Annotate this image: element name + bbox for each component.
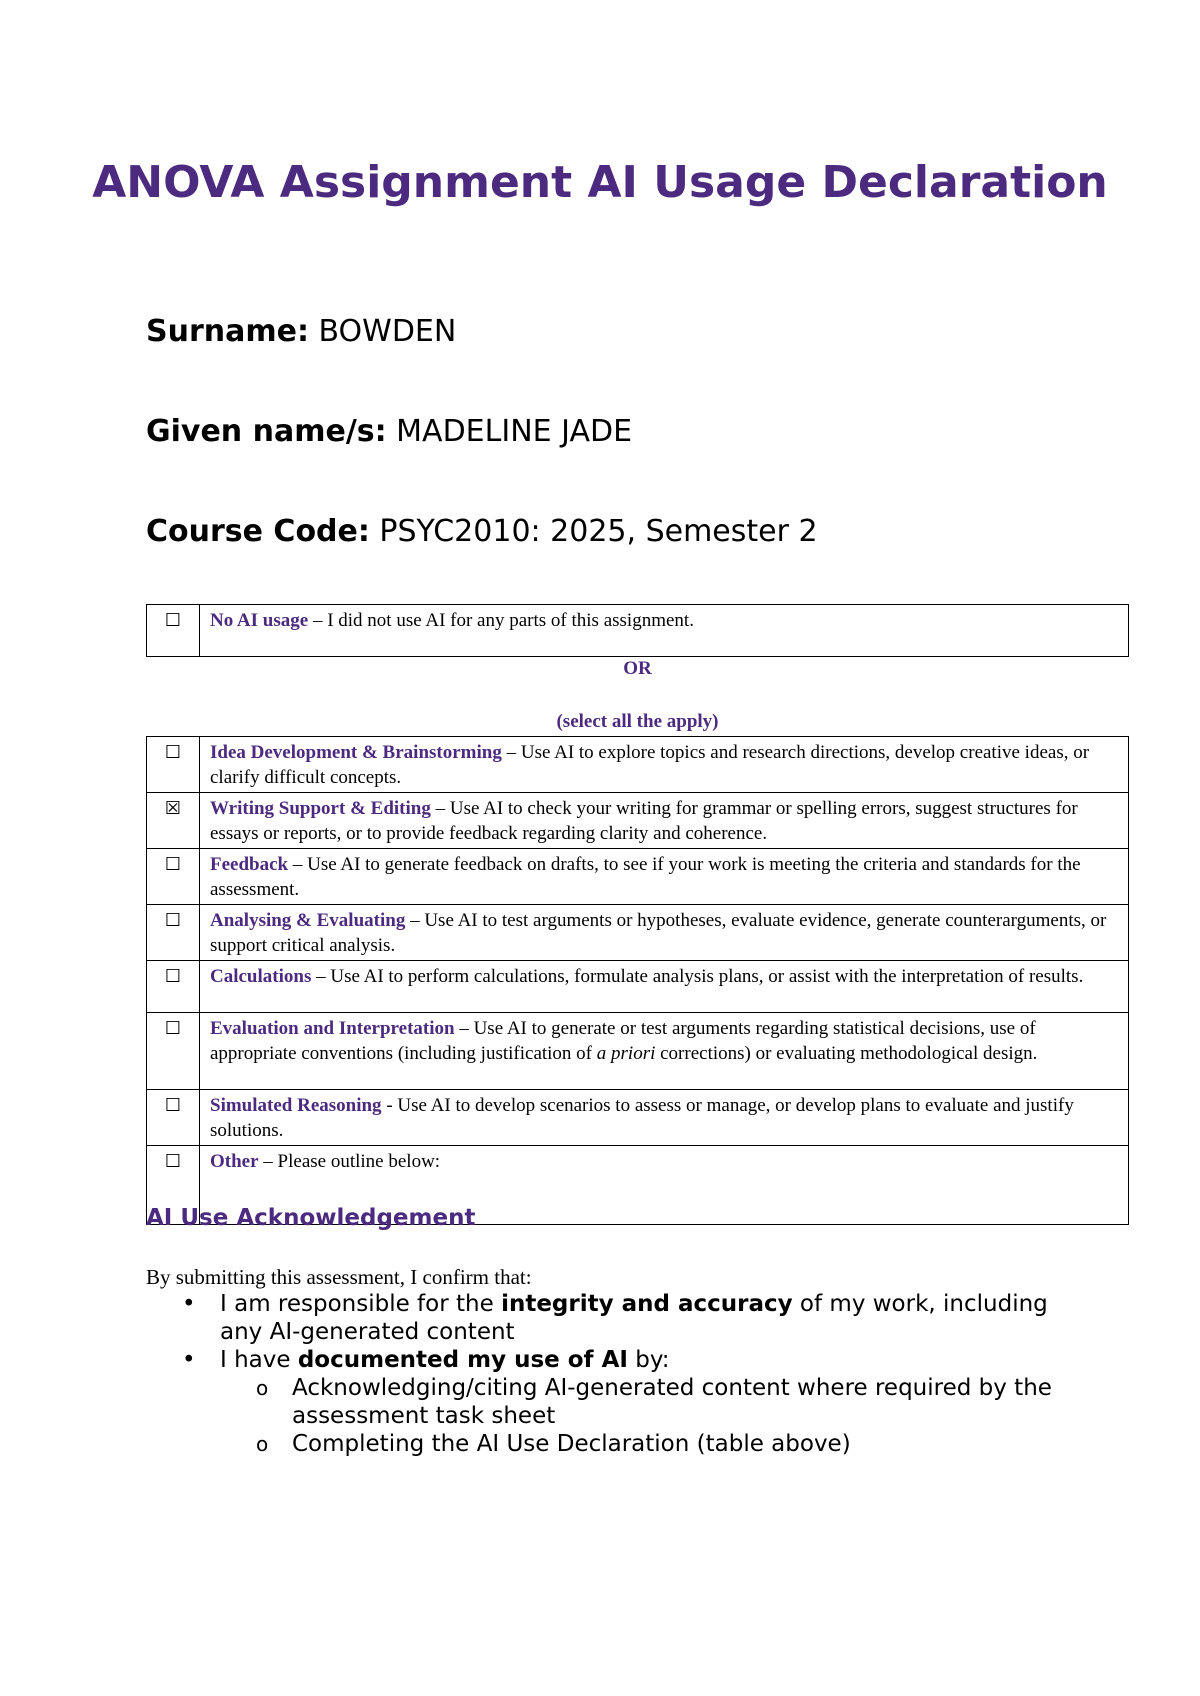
ack-text: of my work, including any AI-generated content [220,1291,1048,1345]
option-row [147,793,1129,849]
option-title: Analysing & Evaluating [210,910,406,931]
option-checkbox[interactable]: ☐ [147,1146,200,1225]
option-title: Feedback [210,854,289,875]
no-ai-desc: – I did not use AI for any parts of this assignment. [308,610,694,631]
course-code-field [146,514,818,550]
list-item [146,1430,1086,1458]
option-row [147,1013,1129,1090]
option-desc: – Please outline below: [258,1151,441,1172]
ack-list [146,1290,1086,1458]
option-desc: – Use AI to generate or test arguments regarding statistical decisions, use of appropriate conventions (including justification of [210,1018,1036,1064]
ack-bold-text: integrity and accuracy [501,1291,793,1317]
option-checkbox[interactable]: ☐ [147,849,200,905]
option-title: Other [210,1151,259,1172]
no-ai-row [147,605,1129,657]
ack-text: by: [627,1347,670,1373]
option-row [147,961,1129,1013]
option-desc-end: corrections) or evaluating methodological design. [655,1043,1038,1064]
or-label: OR [623,658,652,679]
option-desc: – Use AI to perform calculations, formulate analysis plans, or assist with the interpretation of results. [311,966,1084,987]
option-desc: – Use AI to explore topics and research directions, develop creative ideas, or clarify difficult concepts. [210,742,1090,788]
course-code-label: Course Code: [146,514,370,549]
option-desc: – Use AI to check your writing for grammar or spelling errors, suggest structures for essays or reports, or to provide feedback regarding clarity and coherence. [210,798,1078,844]
option-cell [200,1013,1129,1090]
option-row [147,905,1129,961]
no-ai-table [146,604,1129,657]
ack-text: Completing the AI Use Declaration (table above) [292,1431,851,1457]
surname-field [146,314,456,350]
option-cell [200,793,1129,849]
sub-bullet-icon: o [256,1376,269,1400]
list-item [146,1374,1086,1430]
ack-intro: By submitting this assessment, I confirm that: [146,1265,532,1289]
given-name-field [146,414,632,450]
option-title: Calculations [210,966,312,987]
option-cell [200,1090,1129,1146]
ai-usage-options-table [146,736,1129,1225]
option-desc-italic: a priori [596,1043,656,1064]
bullet-icon: • [182,1347,196,1373]
given-name-value: MADELINE JADE [386,414,633,449]
ack-text: Acknowledging/citing AI-generated content where required by the assessment task sheet [292,1375,1052,1429]
option-title: Simulated Reasoning [210,1095,382,1116]
option-desc: - Use AI to develop scenarios to assess or manage, or develop plans to evaluate and justify solutions. [210,1095,1074,1141]
ack-heading: AI Use Acknowledgement [146,1205,476,1231]
option-title: Evaluation and Interpretation [210,1018,455,1039]
page-title: ANOVA Assignment AI Usage Declaration [92,157,1108,208]
ack-bold-text: documented my use of AI [297,1347,628,1373]
list-item [146,1290,1086,1346]
option-cell [200,961,1129,1013]
option-title: Idea Development & Brainstorming [210,742,502,763]
option-row [147,737,1129,793]
option-title: Writing Support & Editing [210,798,431,819]
option-checkbox[interactable]: ☐ [147,737,200,793]
list-item [146,1346,1086,1458]
option-row [147,849,1129,905]
bullet-icon: • [182,1291,196,1317]
option-row [147,1090,1129,1146]
surname-label: Surname: [146,314,309,349]
option-checkbox[interactable]: ☐ [147,1090,200,1146]
ack-sub-list [220,1374,1086,1458]
option-checkbox[interactable]: ☐ [147,961,200,1013]
ack-text: I am responsible for the [220,1291,502,1317]
given-name-label: Given name/s: [146,414,387,449]
option-checkbox[interactable]: ☐ [147,1013,200,1090]
ack-text: I have [220,1347,298,1373]
surname-value: BOWDEN [308,314,457,349]
option-cell [200,905,1129,961]
select-all-label: (select all the apply) [556,711,719,732]
no-ai-cell [200,605,1129,657]
option-checkbox[interactable]: ☐ [147,905,200,961]
option-checkbox[interactable]: ☒ [147,793,200,849]
option-desc: – Use AI to generate feedback on drafts, to see if your work is meeting the criteria and standards for the assessment. [210,854,1081,900]
course-code-value: PSYC2010: 2025, Semester 2 [369,514,818,549]
no-ai-title: No AI usage [210,610,309,631]
option-desc: – Use AI to test arguments or hypotheses, evaluate evidence, generate counterarguments, or support critical analysis. [210,910,1107,956]
no-ai-checkbox[interactable]: ☐ [147,605,200,657]
option-cell [200,849,1129,905]
option-cell [200,737,1129,793]
sub-bullet-icon: o [256,1432,269,1456]
